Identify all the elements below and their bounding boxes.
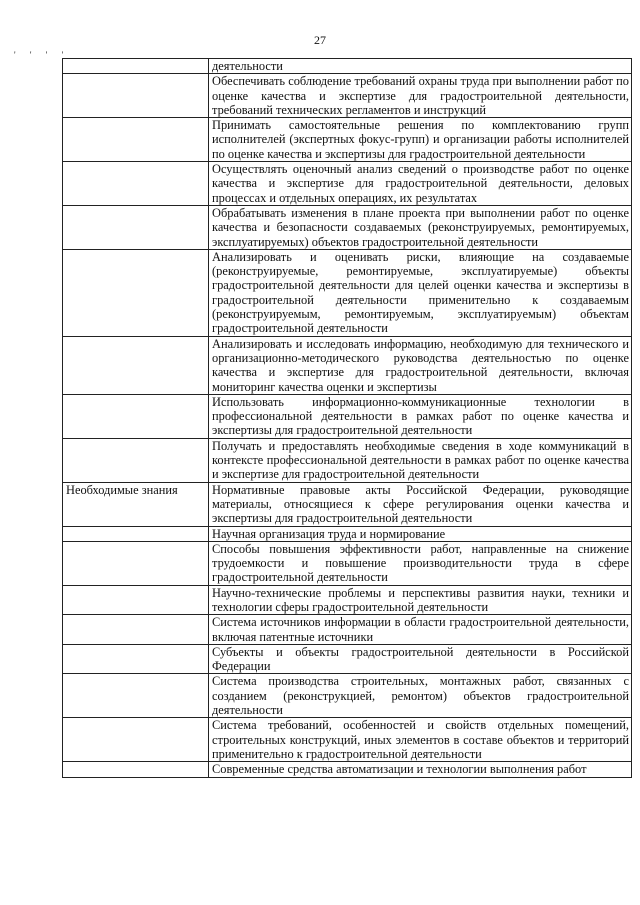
section-label-knowledge: Необходимые знания <box>63 482 209 526</box>
row-label <box>63 118 209 162</box>
row-text: Анализировать и исследовать информацию, необходимую для технического и организационно-методического руководства деятельностью по оценке качества и экспертизе для градостроительной деятельности, включая мониторинг качества оценки и экспертизы <box>209 336 632 394</box>
table-row <box>63 615 632 645</box>
skills-knowledge-table <box>62 58 632 778</box>
table-row <box>63 438 632 482</box>
table-row <box>63 526 632 541</box>
row-label <box>63 205 209 249</box>
row-text: Научная организация труда и нормирование <box>209 526 632 541</box>
table-row <box>63 541 632 585</box>
row-text: Анализировать и оценивать риски, влияющие на создаваемые (реконструируемые, ремонтируемые, эксплуатируемые) объекты градостроительной деятельности для целей оценки качества и экспертизы в градостроительной деятельности применительно к создаваемым (реконструируемым, ремонтируемым, эксплуатируемым) объектам градостроительной деятельности <box>209 249 632 336</box>
row-label <box>63 674 209 718</box>
table-row <box>63 59 632 74</box>
row-text: Осуществлять оценочный анализ сведений о производстве работ по оценке качества и экспертизе для градостроительной деятельности, деловых процессах и отдельных операциях, их результатах <box>209 162 632 206</box>
table-row <box>63 394 632 438</box>
table-row <box>63 162 632 206</box>
row-label <box>63 438 209 482</box>
row-text: Субъекты и объекты градостроительной деятельности в Российской Федерации <box>209 644 632 674</box>
table-row <box>63 336 632 394</box>
row-text: Система источников информации в области градостроительной деятельности, включая патентные источники <box>209 615 632 645</box>
row-label <box>63 336 209 394</box>
row-text: Система производства строительных, монтажных работ, связанных с созданием (реконструкцией, ремонтом) объектов градостроительной деятельности <box>209 674 632 718</box>
row-label <box>63 162 209 206</box>
row-label <box>63 644 209 674</box>
table-row <box>63 585 632 615</box>
row-label <box>63 249 209 336</box>
table-row <box>63 718 632 762</box>
row-label <box>63 526 209 541</box>
table-row <box>63 74 632 118</box>
row-text: Научно-технические проблемы и перспективы развития науки, техники и технологии сферы градостроительной деятельности <box>209 585 632 615</box>
row-text: Современные средства автоматизации и технологии выполнения работ <box>209 762 632 777</box>
row-text: Способы повышения эффективности работ, направленные на снижение трудоемкости и повышение производительности труда в сфере градостроительной деятельности <box>209 541 632 585</box>
table-row <box>63 674 632 718</box>
row-label <box>63 615 209 645</box>
table-row <box>63 762 632 777</box>
table-row <box>63 482 632 526</box>
row-label <box>63 762 209 777</box>
table-row <box>63 118 632 162</box>
row-label <box>63 74 209 118</box>
row-label <box>63 394 209 438</box>
row-text: Обеспечивать соблюдение требований охраны труда при выполнении работ по оценке качества и экспертизе для градостроительной деятельности, требований технических регламентов и инструкций <box>209 74 632 118</box>
row-text: Система требований, особенностей и свойств отдельных помещений, строительных конструкций, иных элементов в составе объектов и территорий применительно к градостроительной деятельности <box>209 718 632 762</box>
table-row <box>63 205 632 249</box>
row-text: Нормативные правовые акты Российской Федерации, руководящие материалы, относящиеся к сфере регулирования оценки качества и экспертизы для градостроительной деятельности <box>209 482 632 526</box>
row-label <box>63 718 209 762</box>
margin-marks: ' ' ' ' <box>14 50 70 60</box>
row-label <box>63 59 209 74</box>
row-label <box>63 585 209 615</box>
row-text: Обрабатывать изменения в плане проекта при выполнении работ по оценке качества и безопасности создаваемых (реконструируемых, ремонтируемых, эксплуатируемых) объектов градостроительной деятельности <box>209 205 632 249</box>
row-text: деятельности <box>209 59 632 74</box>
row-label <box>63 541 209 585</box>
table-row <box>63 249 632 336</box>
page-number: 27 <box>314 33 326 47</box>
row-text: Использовать информационно-коммуникационные технологии в профессиональной деятельности в рамках работ по оценке качества и экспертизы для градостроительной деятельности <box>209 394 632 438</box>
row-text: Принимать самостоятельные решения по комплектованию групп исполнителей (экспертных фокус-групп) и организации работы исполнителей по оценке качества и экспертизы для градостроительной деятельности <box>209 118 632 162</box>
row-text: Получать и предоставлять необходимые сведения в ходе коммуникаций в контексте профессиональной деятельности в рамках работ по оценке качества и экспертизе для градостроительной деятельности <box>209 438 632 482</box>
table-row <box>63 644 632 674</box>
